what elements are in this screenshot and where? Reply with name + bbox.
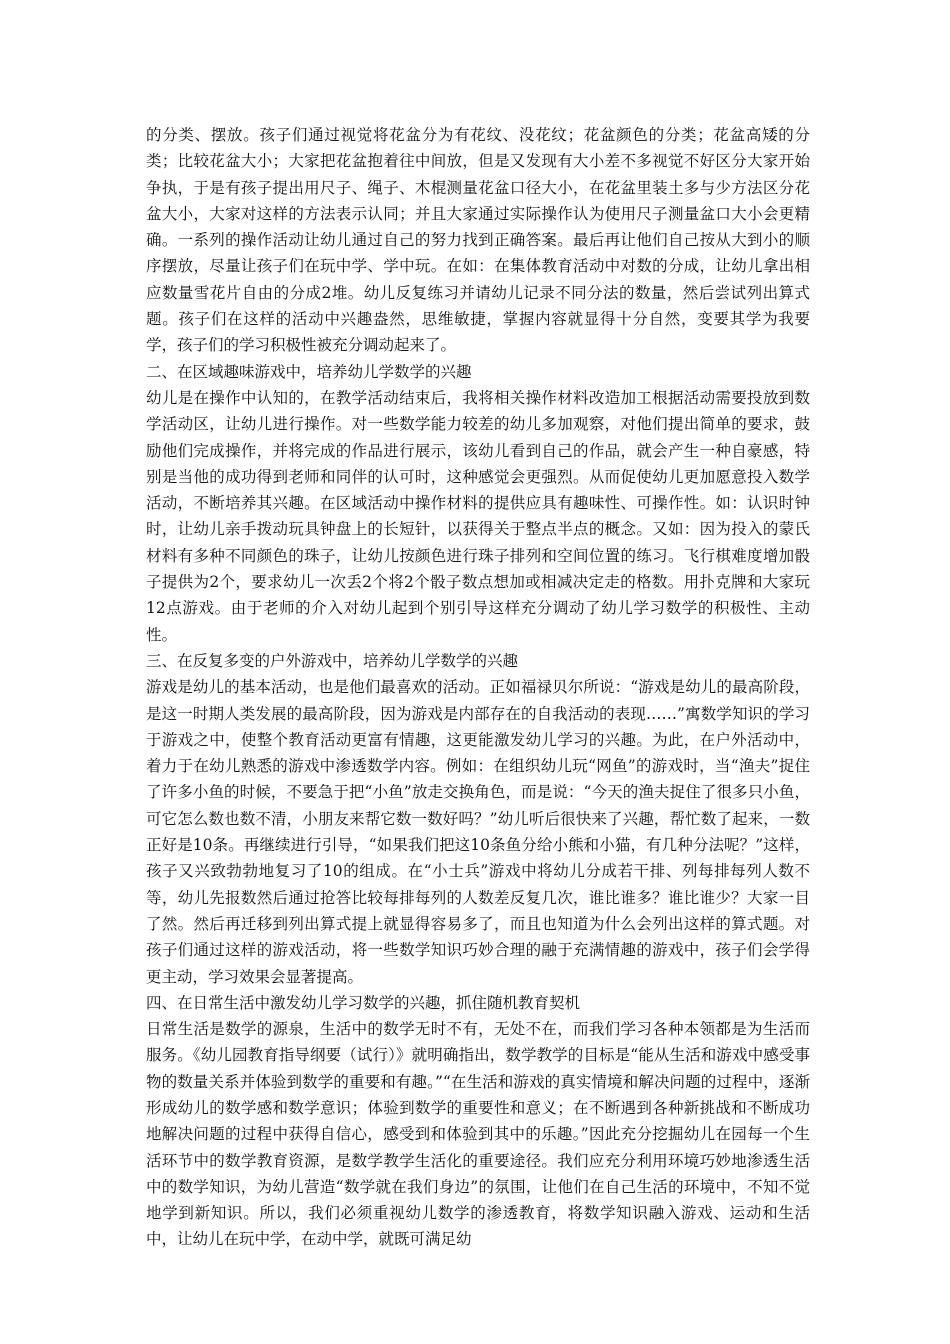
body-paragraph: 的分类、摆放。孩子们通过视觉将花盆分为有花纹、没花纹；花盆颜色的分类；花盆高矮的分类；比较花盆大小；大家把花盆抱着往中间放，但是又发现有大小差不多视觉不好区分大家开始争执，于是有孩子提出用尺子、绳子、木棍测量花盆口径大小，在花盆里装土多与少方法区分花盆大小，大家对这样的方法表示认同；并且大家通过实际操作认为使用尺子测量盆口大小会更精确。一系列的操作活动让幼儿通过自己的努力找到正确答案。最后再让他们自己按从大到小的顺序摆放，尽量让孩子们在玩中学、学中玩。在如：在集体教育活动中对数的分成，让幼儿拿出相应数量雪花片自由的分成2堆。幼儿反复练习并请幼儿记录不同分法的数量，然后尝试列出算式题。孩子们在这样的活动中兴趣盎然，思维敏捷，掌握内容就显得十分自然，变要其学为我要学，孩子们的学习积极性被充分调动起来了。 bbox=[146, 126, 810, 355]
body-paragraph: 日常生活是数学的源泉，生活中的数学无时不有，无处不在，而我们学习各种本领都是为生活而服务。《幼儿园教育指导纲要（试行）》就明确指出，数学教学的目标是“能从生活和游戏中感受事物的数量关系并体验到数学的重要和有趣。”“在生活和游戏的真实情境和解决问题的过程中，逐渐形成幼儿的数学感和数学意识；体验到数学的重要性和意义；在不断遇到各种新挑战和不断成功地解决问题的过程中获得自信心，感受到和体验到其中的乐趣。”因此充分挖掘幼儿在园每一个生活环节中的数学教育资源，是数学教学生活化的重要途径。我们应充分利用环境巧妙地渗透生活中的数学知识，为幼儿营造“数学就在我们身边”的氛围，让他们在自己生活的环境中，不知不觉地学到新知识。所以，我们必须重视幼儿数学的渗透教育，将数学知识融入游戏、运动和生活中，让幼儿在玩中学，在动中学，就既可满足幼 bbox=[146, 1020, 810, 1249]
section-heading: 二、在区域趣味游戏中，培养幼儿学数学的兴趣 bbox=[146, 362, 472, 381]
document-page bbox=[146, 122, 810, 1253]
body-paragraph: 游戏是幼儿的基本活动，也是他们最喜欢的活动。正如福禄贝尔所说：“游戏是幼儿的最高阶段，是这一时期人类发展的最高阶段，因为游戏是内部存在的自我活动的表现……”寓数学知识的学习于游戏之中，使整个教育活动更富有情趣，这更能激发幼儿学习的兴趣。为此，在户外活动中，着力于在幼儿熟悉的游戏中渗透数学内容。例如：在组织幼儿玩“网鱼”的游戏时，当“渔夫”捉住了许多小鱼的时候，不要急于把“小鱼”放走交换角色，而是说：“今天的渔夫捉住了很多只小鱼，可它怎么数也数不清，小朋友来帮它数一数好吗？”幼儿听后很快来了兴趣，帮忙数了起来，一数正好是10条。再继续进行引导，“如果我们把这10条鱼分给小熊和小猫，有几种分法呢？”这样，孩子又兴致勃勃地复习了10的组成。在“小士兵”游戏中将幼儿分成若干排、列每排每列人数不等，幼儿先报数然后通过抢答比较每排每列的人数差反复几次，谁比谁多？谁比谁少？大家一目了然。然后再迁移到列出算式提上就显得容易多了，而且也知道为什么会列出这样的算式题。对孩子们通过这样的游戏活动，将一些数学知识巧妙合理的融于充满情趣的游戏中，孩子们会学得更主动，学习效果会显著提高。 bbox=[146, 678, 810, 986]
section-heading: 四、在日常生活中激发幼儿学习数学的兴趣，抓住随机教育契机 bbox=[146, 993, 581, 1012]
section-heading: 三、在反复多变的户外游戏中，培养幼儿学数学的兴趣 bbox=[146, 651, 519, 670]
body-paragraph: 幼儿是在操作中认知的，在教学活动结束后，我将相关操作材料改造加工根据活动需要投放到数学活动区，让幼儿进行操作。对一些数学能力较差的幼儿多加观察，对他们提出简单的要求，鼓励他们完成操作，并将完成的作品进行展示，该幼儿看到自己的作品，就会产生一种自豪感，特别是当他的成功得到老师和同伴的认可时，这种感觉会更强烈。从而促使幼儿更加愿意投入数学活动，不断培养其兴趣。在区域活动中操作材料的提供应具有趣味性、可操作性。如：认识时钟时，让幼儿亲手拨动玩具钟盘上的长短针，以获得关于整点半点的概念。又如：因为投入的蒙氏材料有多种不同颜色的珠子，让幼儿按颜色进行珠子排列和空间位置的练习。飞行棋难度增加骰子提供为2个，要求幼儿一次丢2个将2个骰子数点想加或相减决定走的格数。用扑克牌和大家玩12点游戏。由于老师的介入对幼儿起到个别引导这样充分调动了幼儿学习数学的积极性、主动性。 bbox=[146, 388, 810, 644]
